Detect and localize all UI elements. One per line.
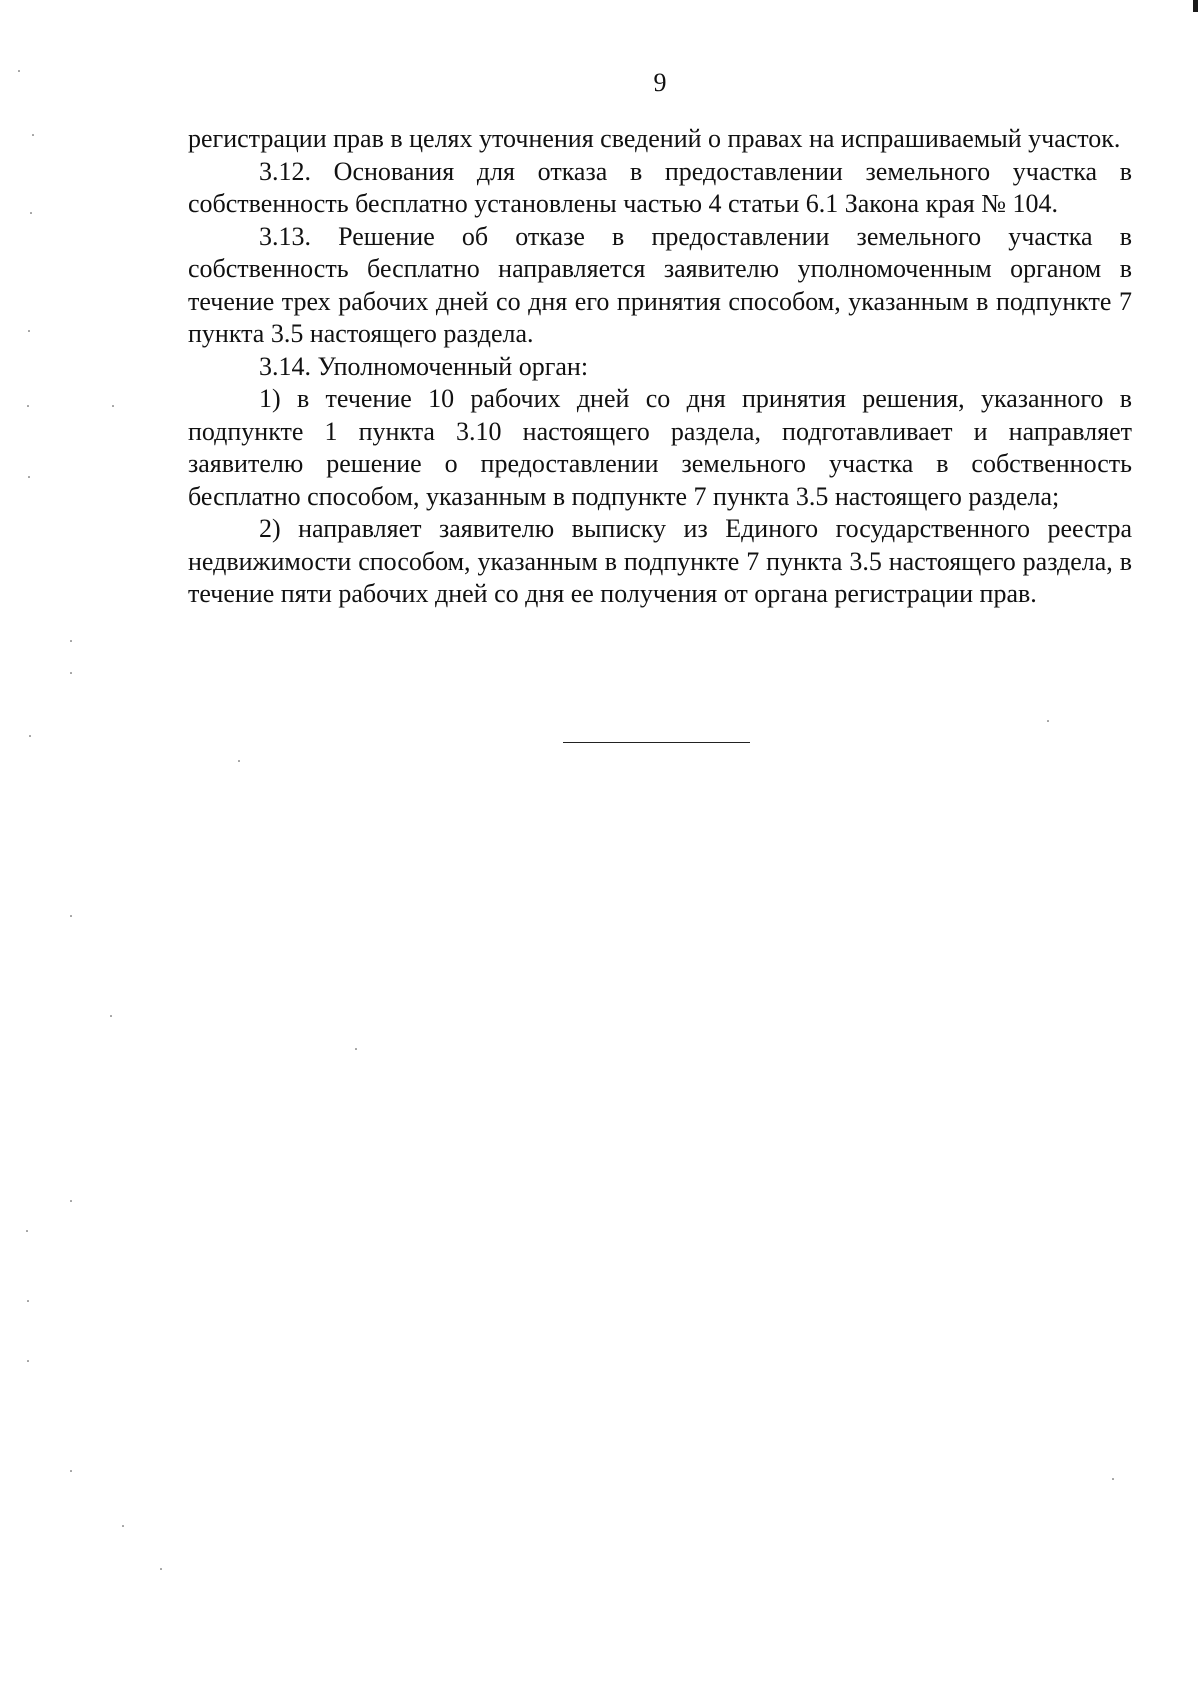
scan-speck <box>1047 720 1049 722</box>
scan-speck <box>30 212 32 214</box>
scan-speck <box>29 735 31 737</box>
scan-speck <box>1112 1478 1114 1480</box>
scan-speck <box>160 1568 162 1570</box>
scan-speck <box>28 330 30 332</box>
scan-speck <box>122 1525 124 1527</box>
scan-speck <box>112 405 114 407</box>
scan-speck <box>28 476 30 478</box>
page-number: 9 <box>653 68 667 97</box>
scan-speck <box>27 1360 29 1362</box>
scan-speck <box>26 1230 28 1232</box>
paragraph-3-14-item-1: 1) в течение 10 рабочих дней со дня принятия решения, указанного в подпункте 1 пункта 3.10 настоящего раздела, подготавливает и направляет заявителю решение о предоставлении земельного участка в собственность бесплатно способом, указанным в подпункте 7 пункта 3.5 настоящего раздела; <box>188 384 1132 511</box>
scan-edge-mark <box>1193 0 1198 12</box>
scan-speck <box>70 915 72 917</box>
paragraph-3-12: 3.12. Основания для отказа в предоставлении земельного участка в собственность бесплатно установлены частью 4 статьи 6.1 Закона края № 104. <box>188 156 1132 218</box>
closing-divider <box>563 742 750 743</box>
paragraph-3-14: 3.14. Уполномоченный орган: <box>259 351 589 381</box>
scan-speck <box>27 1300 29 1302</box>
scan-speck <box>18 70 20 72</box>
scan-speck <box>70 640 72 642</box>
scan-speck <box>110 1015 112 1017</box>
paragraph-3-13: 3.13. Решение об отказе в предоставлении земельного участка в собственность бесплатно направляется заявителю уполномоченным органом в течение трех рабочих дней со дня его принятия способом, указанным в подпункте 7 пункта 3.5 настоящего раздела. <box>188 221 1132 348</box>
scan-speck <box>32 134 34 136</box>
scan-speck <box>27 405 29 407</box>
scan-speck <box>355 1048 357 1050</box>
scan-speck <box>70 672 72 674</box>
paragraph-continuation: регистрации прав в целях уточнения сведений о правах на испрашиваемый участок. <box>188 124 1121 153</box>
scan-speck <box>70 1470 72 1472</box>
paragraph-3-14-item-2: 2) направляет заявителю выписку из Единого государственного реестра недвижимости способом, указанным в подпункте 7 пункта 3.5 настоящего раздела, в течение пяти рабочих дней со дня ее получения от органа регистрации прав. <box>188 514 1132 608</box>
scan-speck <box>70 1200 72 1202</box>
document-body <box>188 123 1132 611</box>
scan-speck <box>238 760 240 762</box>
